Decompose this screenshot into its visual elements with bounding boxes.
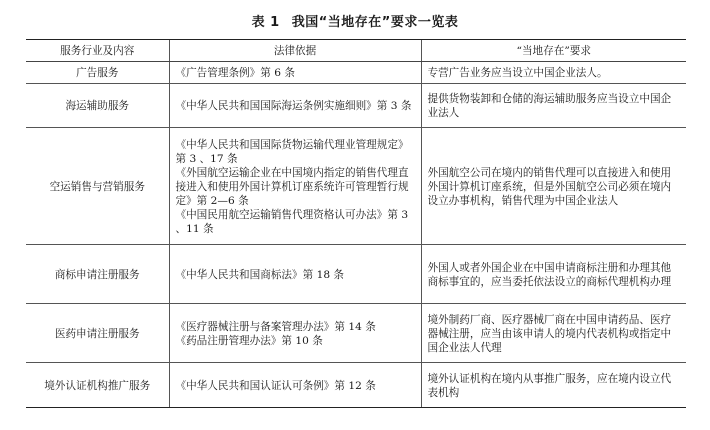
requirement-cell: 提供货物装卸和仓储的海运辅助服务应当设立中国企业法人 [421, 84, 686, 128]
requirement-cell: 外国航空公司在境内的销售代理可以直接进入和使用外国计算机订座系统，但是外国航空公司必须在境内设立办事机构，销售代理为中国企业法人 [421, 128, 686, 245]
table-row [26, 84, 686, 128]
table-row [26, 62, 686, 84]
basis-cell [169, 128, 421, 245]
basis-item: 《药品注册管理办法》第 10 条 [175, 334, 323, 347]
basis-item: 《中华人民共和国国际海运条例实施细则》第 3 条 [175, 100, 412, 112]
header-basis: 法律依据 [169, 40, 421, 62]
basis-cell [169, 84, 421, 128]
basis-item: 《中华人民共和国认证认可条例》第 12 条 [175, 379, 376, 392]
header-service: 服务行业及内容 [26, 40, 169, 62]
service-cell: 海运辅助服务 [26, 84, 169, 128]
requirement-cell: 外国人或者外国企业在中国申请商标注册和办理其他商标事宜的，应当委托依法设立的商标代理机构办理 [421, 245, 686, 304]
basis-cell [169, 363, 421, 408]
service-cell: 医药申请注册服务 [26, 304, 169, 363]
table-row [26, 304, 686, 363]
basis-item: 《中国民用航空运输销售代理资格认可办法》第 3 、11 条 [175, 208, 409, 235]
table-row [26, 245, 686, 304]
requirement-cell: 境外制药厂商、医疗器械厂商在中国申请药品、医疗器械注册，应当由该申请人的境内代表机构或指定中国企业法人代理 [421, 304, 686, 363]
service-cell: 广告服务 [26, 62, 169, 84]
table-number: 表 1 [251, 15, 280, 30]
basis-cell [169, 245, 421, 304]
basis-item: 《广告管理条例》第 6 条 [175, 67, 295, 79]
table-header-row [26, 40, 686, 62]
table-caption [0, 11, 710, 30]
table-row [26, 128, 686, 245]
requirement-cell: 境外认证机构在境内从事推广服务，应在境内设立代表机构 [421, 363, 686, 408]
basis-cell [169, 62, 421, 84]
header-requirement: “当地存在”要求 [421, 40, 686, 62]
table-row [26, 363, 686, 408]
basis-item: 《中华人民共和国国际货物运输代理业管理规定》第 3 、17 条 [175, 138, 409, 165]
basis-item: 《医疗器械注册与备案管理办法》第 14 条 [175, 320, 376, 333]
service-cell: 境外认证机构推广服务 [26, 363, 169, 408]
basis-item: 《中华人民共和国商标法》第 18 条 [175, 268, 345, 281]
service-cell: 商标申请注册服务 [26, 245, 169, 304]
basis-item: 《外国航空运输企业在中国境内指定的销售代理直接进入和使用外国计算机订座系统许可管理暂行规定》第 2—6 条 [175, 166, 409, 207]
local-presence-table [26, 39, 686, 408]
table-title: 我国“当地存在”要求一览表 [291, 15, 459, 30]
basis-cell [169, 304, 421, 363]
service-cell: 空运销售与营销服务 [26, 128, 169, 245]
requirement-cell: 专营广告业务应当设立中国企业法人。 [421, 62, 686, 84]
